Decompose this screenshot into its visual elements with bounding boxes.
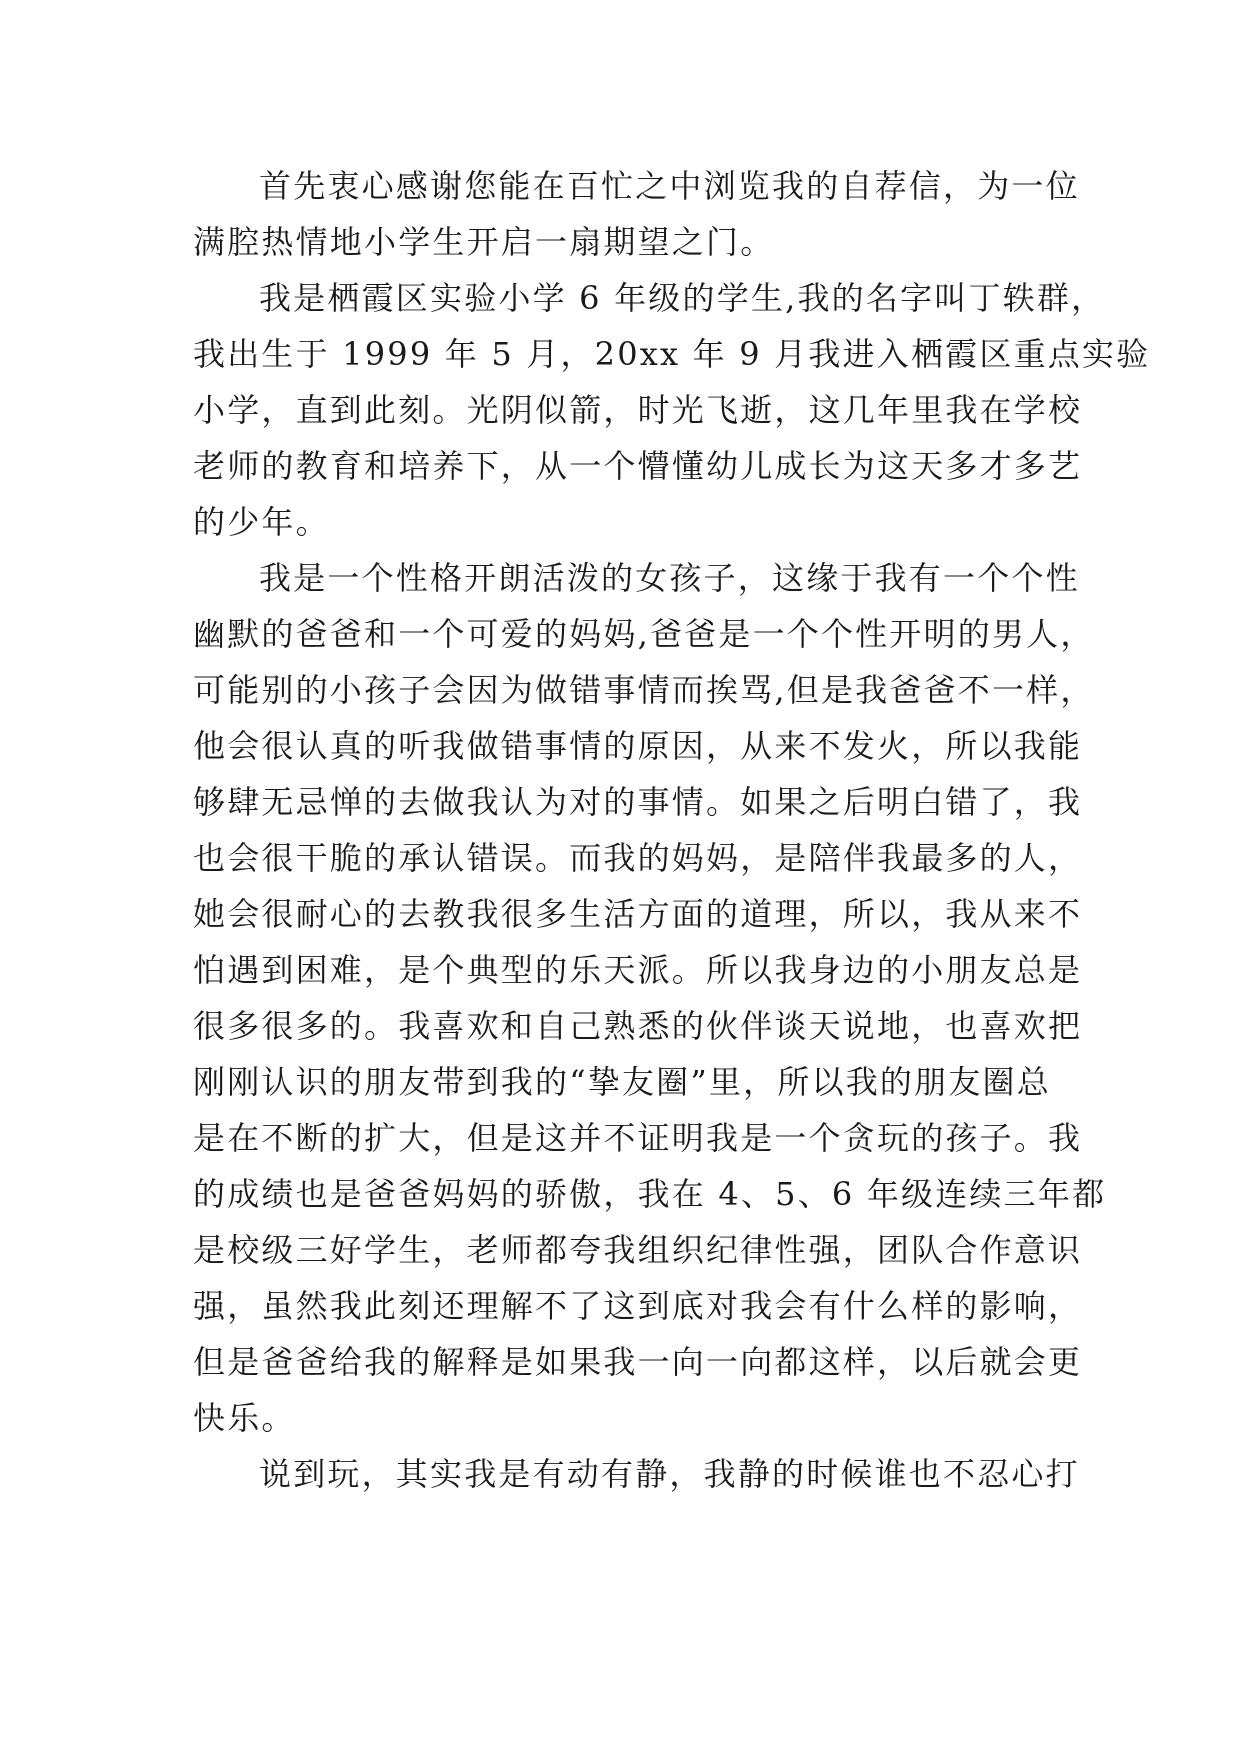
text-line: 快乐。	[193, 1399, 296, 1437]
text-line: 也会很干脆的承认错误。而我的妈妈，是陪伴我最多的人，	[193, 839, 1083, 877]
text-line: 满腔热情地小学生开启一扇期望之门。	[193, 223, 775, 261]
paragraph-introduction	[193, 270, 1151, 550]
text-line: 的少年。	[193, 503, 330, 541]
text-line: 是校级三好学生，老师都夸我组织纪律性强，团队合作意识	[193, 1231, 1083, 1269]
text-line: 说到玩，其实我是有动有静，我静的时候谁也不忍心打	[259, 1455, 1080, 1493]
text-line: 小学，直到此刻。光阴似箭，时光飞逝，这几年里我在学校	[193, 391, 1083, 429]
text-line: 首先衷心感谢您能在百忙之中浏览我的自荐信，为一位	[259, 167, 1080, 205]
paragraph-personality	[193, 550, 1107, 1446]
text-line: 老师的教育和培养下，从一个懵懂幼儿成长为这天多才多艺	[193, 447, 1083, 485]
paragraph-gratitude	[193, 158, 1080, 270]
text-line: 很多很多的。我喜欢和自己熟悉的伙伴谈天说地，也喜欢把	[193, 1007, 1083, 1045]
text-line: 我是栖霞区实验小学 6 年级的学生,我的名字叫丁轶群，	[259, 279, 1106, 317]
text-line: 怕遇到困难，是个典型的乐天派。所以我身边的小朋友总是	[193, 951, 1083, 989]
text-line: 够肆无忌惮的去做我认为对的事情。如果之后明白错了，我	[193, 783, 1083, 821]
text-line: 是在不断的扩大，但是这并不证明我是一个贪玩的孩子。我	[193, 1119, 1083, 1157]
text-line: 强，虽然我此刻还理解不了这到底对我会有什么样的影响，	[193, 1287, 1083, 1325]
text-line: 但是爸爸给我的解释是如果我一向一向都这样，以后就会更	[193, 1343, 1083, 1381]
text-line: 她会很耐心的去教我很多生活方面的道理，所以，我从来不	[193, 895, 1083, 933]
text-line: 的成绩也是爸爸妈妈的骄傲，我在 4、5、6 年级连续三年都	[193, 1175, 1107, 1213]
text-line: 可能别的小孩子会因为做错事情而挨骂,但是我爸爸不一样，	[193, 671, 1095, 709]
letter-body	[193, 158, 1151, 1502]
text-line: 幽默的爸爸和一个可爱的妈妈,爸爸是一个个性开明的男人，	[193, 615, 1095, 653]
text-line: 他会很认真的听我做错事情的原因，从来不发火，所以我能	[193, 727, 1083, 765]
paragraph-hobbies	[193, 1446, 1080, 1502]
text-line: 刚刚认识的朋友带到我的“挚友圈”里，所以我的朋友圈总	[193, 1063, 1051, 1101]
text-line: 我是一个性格开朗活泼的女孩子，这缘于我有一个个性	[259, 559, 1080, 597]
text-line: 我出生于 1999 年 5 月，20xx 年 9 月我进入栖霞区重点实验	[193, 335, 1151, 373]
